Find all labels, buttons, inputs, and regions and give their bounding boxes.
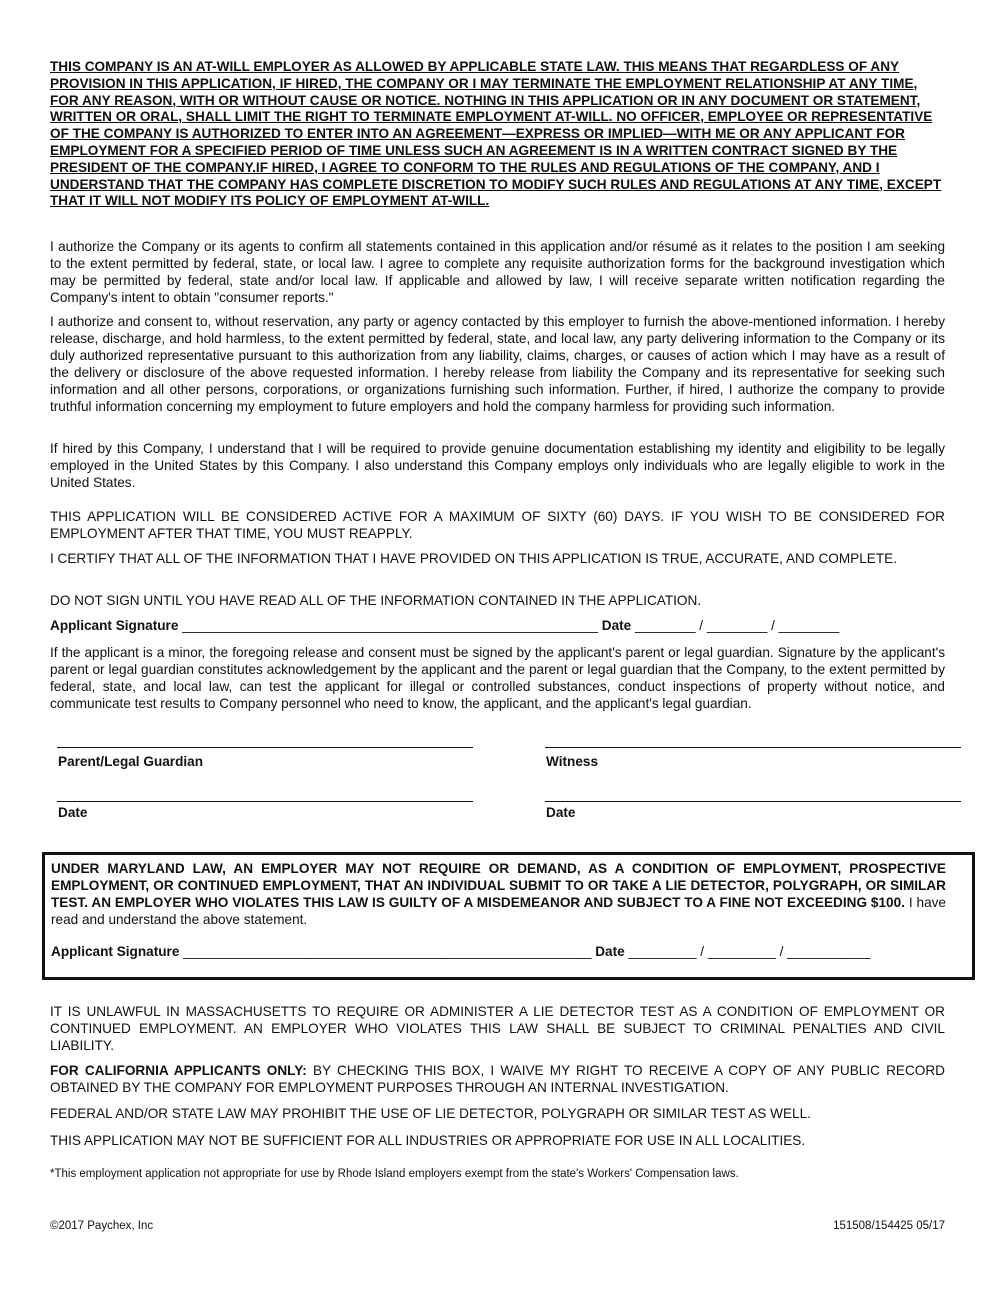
maryland-signature-row[interactable] — [51, 943, 946, 960]
maryland-notice-box — [42, 852, 975, 980]
do-not-sign-paragraph: DO NOT SIGN UNTIL YOU HAVE READ ALL OF THE INFORMATION CONTAINED IN THE APPLICATION. — [50, 593, 702, 608]
eligibility-paragraph: If hired by this Company, I understand that I will be required to provide genuine documentation establishing my identity and eligibility to be legally employed in the United States by this Company. I also understand this Company employs only individuals who are legally eligible to work in the United States. — [50, 441, 945, 490]
at-will-heading: THIS COMPANY IS AN AT-WILL EMPLOYER AS ALLOWED BY APPLICABLE STATE LAW. THIS MEANS THAT REGARDLESS OF ANY PROVISION IN THIS APPLICATION, IF HIRED, THE COMPANY OR I MAY TERMINATE THE EMPLOYMENT RELATIONSHIP AT ANY TIME, FOR ANY REASON, WITH OR WITHOUT CAUSE OR NOTICE. NOTHING IN THIS APPLICATION OR IN ANY DOCUMENT OR STATEMENT, WRITTEN OR ORAL, SHALL LIMIT THE RIGHT TO TERMINATE EMPLOYMENT AT-WILL. NO OFFICER, EMPLOYEE OR REPRESENTATIVE OF THE COMPANY IS AUTHORIZED TO ENTER INTO AN AGREEMENT—EXPRESS OR IMPLIED—WITH ME OR ANY APPLICANT FOR EMPLOYMENT FOR A SPECIFIED PERIOD OF TIME UNLESS SUCH AN AGREEMENT IS IN A WRITTEN CONTRACT SIGNED BY THE PRESIDENT OF THE COMPANY.IF HIRED, I AGREE TO CONFORM TO THE RULES AND REGULATIONS OF THE COMPANY, AND I UNDERSTAND THAT THE COMPANY HAS COMPLETE DISCRETION TO MODIFY SUCH RULES AND REGULATIONS AT ANY TIME, EXCEPT THAT IT WILL NOT MODIFY ITS POLICY OF EMPLOYMENT AT-WILL. — [50, 59, 942, 209]
federal-paragraph: FEDERAL AND/OR STATE LAW MAY PROHIBIT THE USE OF LIE DETECTOR, POLYGRAPH OR SIMILAR TEST AS WELL. — [50, 1106, 811, 1121]
applicant-signature-line[interactable]: _______________________________________________________ — [182, 618, 598, 633]
applicant-date-label: Date — [601, 618, 632, 633]
active-period-paragraph: THIS APPLICATION WILL BE CONSIDERED ACTIVE FOR A MAXIMUM OF SIXTY (60) DAYS. IF YOU WISH TO BE CONSIDERED FOR EMPLOYMENT AFTER THAT TIME, YOU MUST REAPPLY. — [50, 509, 945, 541]
california-paragraph[interactable] — [50, 1062, 945, 1096]
california-label: FOR CALIFORNIA APPLICANTS ONLY: — [50, 1063, 307, 1078]
certify-paragraph: I CERTIFY THAT ALL OF THE INFORMATION THAT I HAVE PROVIDED ON THIS APPLICATION IS TRUE, ACCURATE, AND COMPLETE. — [50, 551, 897, 566]
maryland-acknowledgement: I have read and understand the above statement. — [51, 895, 946, 927]
witness-label: Witness — [546, 754, 598, 769]
parent-signature-line[interactable] — [57, 747, 473, 748]
maryland-date-label: Date — [595, 944, 625, 959]
parent-date-label: Date — [58, 805, 88, 820]
maryland-signature-label: Applicant Signature — [51, 944, 180, 959]
maryland-date-line[interactable]: _________ / _________ / ___________ — [628, 944, 871, 959]
witness-date-line[interactable] — [545, 801, 961, 802]
parent-guardian-label: Parent/Legal Guardian — [58, 754, 204, 769]
witness-signature-line[interactable] — [545, 747, 961, 748]
california-text: BY CHECKING THIS BOX, I WAIVE MY RIGHT TO RECEIVE A COPY OF ANY PUBLIC RECORD OBTAINED BY THE COMPANY FOR EMPLOYMENT PURPOSES THROUGH AN INTERNAL INVESTIGATION. — [50, 1063, 946, 1095]
witness-date-label: Date — [546, 805, 576, 820]
maryland-notice-bold: UNDER MARYLAND LAW, AN EMPLOYER MAY NOT REQUIRE OR DEMAND, AS A CONDITION OF EMPLOYMENT, PROSPECTIVE EMPLOYMENT, OR CONTINUED EMPLOYMENT, THAT AN INDIVIDUAL SUBMIT TO OR TAKE A LIE DETECTOR, POLYGRAPH, OR SIMILAR TEST. AN EMPLOYER WHO VIOLATES THIS LAW IS GUILTY OF A MISDEMEANOR AND SUBJECT TO A FINE NOT EXCEEDING $100. — [51, 861, 946, 910]
authorize-confirm-paragraph: I authorize the Company or its agents to confirm all statements contained in this application and/or résumé as it relates to the position I am seeking to the extent permitted by federal, state, or local law. I agree to complete any requisite authorization forms for the background investigation which may be permitted by federal, state and/or local law. If applicable and allowed by law, I will receive separate written notification regarding the Company's intent to obtain "consumer reports." — [50, 239, 945, 305]
applicant-date-line[interactable]: ________ / ________ / ________ — [635, 618, 840, 633]
parent-date-line[interactable] — [57, 801, 473, 802]
footer-copyright: ©2017 Paychex, Inc — [50, 1220, 154, 1232]
maryland-signature-line[interactable]: ______________________________________________________ — [183, 944, 592, 959]
massachusetts-paragraph: IT IS UNLAWFUL IN MASSACHUSETTS TO REQUIRE OR ADMINISTER A LIE DETECTOR TEST AS A CONDITION OF EMPLOYMENT OR CONTINUED EMPLOYMENT. AN EMPLOYER WHO VIOLATES THIS LAW SHALL BE SUBJECT TO CRIMINAL PENALTIES AND CIVIL LIABILITY. — [50, 1004, 945, 1053]
minor-paragraph: If the applicant is a minor, the foregoing release and consent must be signed by the applicant's parent or legal guardian. Signature by the applicant's parent or legal guardian constitutes acknowledgement by the applicant and the parent or legal guardian that the Company, to the extent permitted by federal, state, and local law, can test the applicant for illegal or controlled substances, conduct inspections of property without notice, and communicate test results to Company personnel who need to know, the applicant, and the applicant's legal guardian. — [50, 645, 945, 711]
authorize-consent-paragraph: I authorize and consent to, without reservation, any party or agency contacted by this employer to furnish the above-mentioned information. I hereby release, discharge, and hold harmless, to the extent permitted by federal, state, and local law, any party delivering information to the Company or its duly authorized representative pursuant to this authorization from any liability, claims, charges, or causes of action which I may have as a result of the delivery or disclosure of the above requested information. I hereby release from liability the Company and its representative for seeking such information and all other persons, corporations, or organizations furnishing such information. Further, if hired, I authorize the company to provide truthful information concerning my employment to future employers and hold the company harmless for providing such information. — [50, 314, 945, 414]
maryland-notice-text — [51, 860, 946, 928]
applicant-signature-label: Applicant Signature — [50, 618, 179, 633]
rhode-island-note: *This employment application not appropriate for use by Rhode Island employers exempt from the state's Workers' Compensation laws. — [50, 1168, 739, 1180]
footer-form-number: 151508/154425 05/17 — [833, 1220, 945, 1232]
insufficient-paragraph: THIS APPLICATION MAY NOT BE SUFFICIENT FOR ALL INDUSTRIES OR APPROPRIATE FOR USE IN ALL LOCALITIES. — [50, 1133, 806, 1148]
applicant-signature-row[interactable] — [50, 617, 945, 634]
